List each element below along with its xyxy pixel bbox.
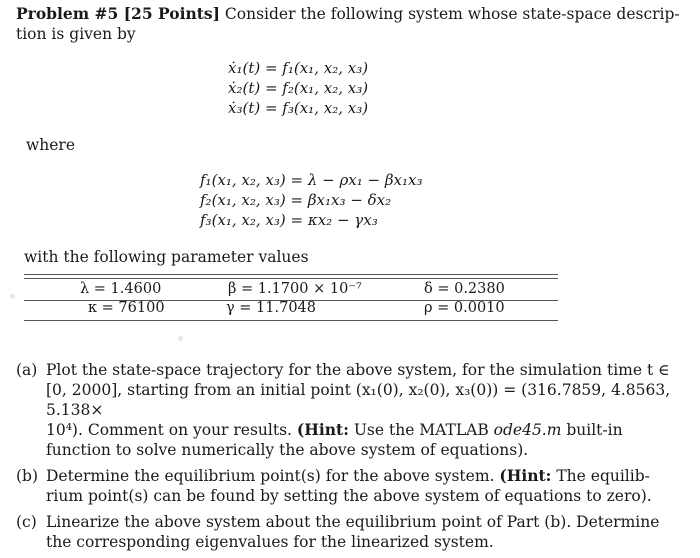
part-a — [16, 360, 686, 460]
part-a-line-4: function to solve numerically the above system of equations). — [46, 441, 529, 459]
param-lambda: λ = 1.4600 — [80, 281, 162, 297]
part-a-hint-label: (Hint: — [296, 420, 349, 439]
part-b-line-1 — [46, 466, 686, 486]
table-top-rule-1 — [24, 274, 558, 275]
part-c — [16, 512, 686, 552]
params-label: with the following parameter values — [24, 248, 309, 266]
problem-label: Problem #5 [25 Points] — [16, 4, 220, 23]
state-equation-1: ẋ₁(t) = f₁(x₁, x₂, x₃) — [228, 59, 369, 77]
part-a-line-3-pre: 10⁴). Comment on your results. — [46, 421, 297, 439]
part-b-tag: (b) — [16, 467, 39, 485]
param-beta: β = 1.1700 × 10⁻⁷ — [228, 281, 362, 297]
function-definition-2: f₂(x₁, x₂, x₃) = βx₁x₃ − δx₂ — [200, 191, 392, 209]
problem-parts — [16, 360, 686, 558]
param-kappa: κ = 76100 — [88, 300, 165, 316]
where-label: where — [26, 136, 76, 154]
faint-mark-center — [178, 336, 183, 341]
part-c-line-1: Linearize the above system about the equilibrium point of Part (b). Determine — [46, 513, 660, 531]
part-a-line-1: Plot the state-space trajectory for the above system, for the simulation time t ∈ — [46, 361, 670, 379]
function-definitions — [200, 170, 423, 230]
part-a-line-3-end: built-in — [561, 421, 623, 439]
part-a-line-2: [0, 2000], starting from an initial point (x₁(0), x₂(0), x₃(0)) = (316.7859, 4.8563, 5.138× — [46, 381, 671, 419]
part-a-line-3-post: Use the MATLAB — [348, 421, 494, 439]
state-equation-2: ẋ₂(t) = f₂(x₁, x₂, x₃) — [228, 79, 369, 97]
part-b-line-1-post: The equilib- — [551, 467, 650, 485]
faint-mark-left — [10, 294, 15, 299]
part-c-line-2: the corresponding eigenvalues for the linearized system. — [46, 533, 494, 551]
part-a-code-name: ode45.m — [493, 421, 562, 439]
table-bottom-rule — [24, 320, 558, 321]
function-definition-3: f₃(x₁, x₂, x₃) = κx₂ − γx₃ — [200, 211, 378, 229]
intro-line-2: tion is given by — [16, 25, 136, 43]
part-b — [16, 466, 686, 506]
state-equations — [228, 58, 368, 118]
part-b-line-2: rium point(s) can be found by setting the above system of equations to zero). — [46, 487, 652, 505]
param-rho: ρ = 0.0010 — [424, 300, 505, 316]
part-a-line-3 — [46, 420, 686, 440]
table-top-rule-2 — [24, 278, 558, 279]
part-b-line-1-pre: Determine the equilibrium point(s) for the above system. — [46, 467, 500, 485]
intro-line-1: Consider the following system whose state-space descrip- — [224, 5, 680, 23]
part-a-tag: (a) — [16, 361, 38, 379]
part-c-tag: (c) — [16, 513, 37, 531]
state-equation-3: ẋ₃(t) = f₃(x₁, x₂, x₃) — [228, 99, 369, 117]
part-b-hint-label: (Hint: — [499, 466, 552, 485]
problem-intro — [16, 4, 680, 44]
param-gamma: γ = 11.7048 — [226, 300, 316, 316]
function-definition-1: f₁(x₁, x₂, x₃) = λ − ρx₁ − βx₁x₃ — [200, 171, 423, 189]
param-delta: δ = 0.2380 — [424, 281, 505, 297]
